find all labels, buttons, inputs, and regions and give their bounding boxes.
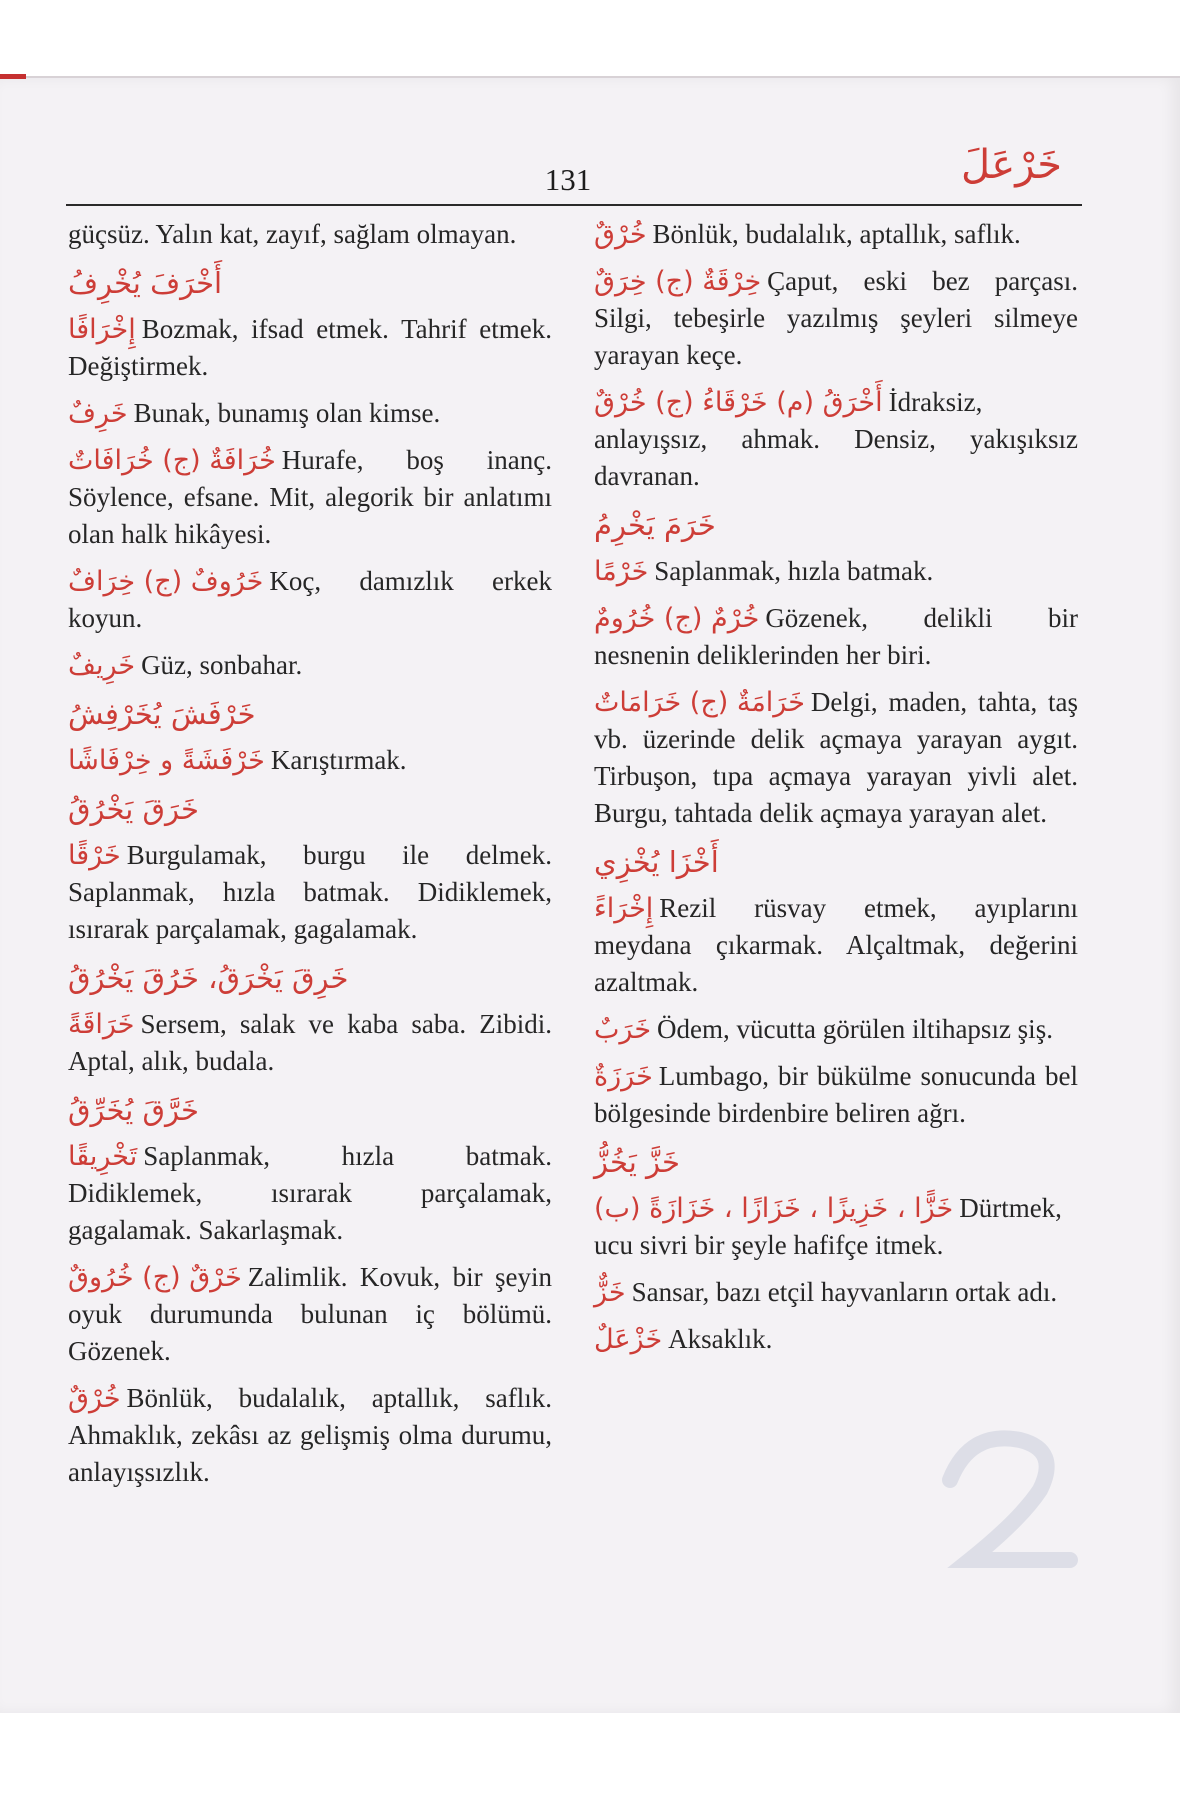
entry-definition-text: Saplanmak, hızla batmak.: [654, 556, 934, 586]
entry-definition-text: Bönlük, budalalık, aptallık, saflık.: [652, 219, 1021, 249]
entry-arabic-term: خَرَزَةٌ: [594, 1061, 653, 1092]
dictionary-entry: [68, 1259, 552, 1370]
entry-definition-text: Zalimlik. Kovuk, bir şeyin oyuk durumunda bulunan iç bölümü. Gözenek.: [68, 1262, 552, 1366]
entry-definition-text: Bönlük, budalalık, aptallık, saflık. Ahmaklık, zekâsı az gelişmiş olma durumu, anlayışsızlık.: [68, 1383, 552, 1487]
continued-definition: [68, 216, 552, 253]
headword-arabic: خَزَّ يَخُزُّ: [594, 1145, 680, 1179]
entry-definition-text: Dürtmek, ucu sivri bir şeyle hafifçe itmek.: [594, 1193, 1062, 1260]
entry-arabic-term: خَرْقٌ (ج) خُرُوقٌ: [68, 1262, 242, 1293]
headword-arabic: خَرِقَ يَخْرَقُ، خَرُقَ يَخْرُقُ: [68, 961, 349, 995]
dictionary-entry: [594, 1011, 1078, 1048]
watermark-logo-icon: [930, 1420, 1090, 1580]
left-column: [68, 216, 552, 1501]
dictionary-entry: [594, 553, 1078, 590]
entry-definition-text: Delgi, maden, tahta, taş vb. üzerinde delik açmaya yarayan aygıt. Tirbuşon, tıpa açmaya yarayan yivli alet. Burgu, tahtada delik açmaya yarayan alet.: [594, 687, 1078, 828]
entry-definition-text: Rezil rüsvay etmek, ayıplarını meydana çıkarmak. Alçaltmak, değerini azaltmak.: [594, 893, 1078, 997]
dictionary-entry: [594, 384, 1078, 495]
header-rule: [66, 204, 1082, 206]
headword-arabic: خَرْفَشَ يُخَرْفِشُ: [68, 697, 256, 731]
dictionary-entry: [594, 600, 1078, 674]
entry-arabic-term: أَخْرَقُ (م) خَرْقَاءُ (ج) خُرْقٌ: [594, 387, 883, 418]
running-header-word: خَرْعَلَ: [961, 142, 1062, 188]
entry-definition-text: Aksaklık.: [668, 1324, 773, 1354]
entry-arabic-term: خَزٌّ: [594, 1277, 626, 1308]
entry-arabic-term: خَزْعَلٌ: [594, 1324, 663, 1355]
headword-arabic: خَرَّقَ يُخَرِّقُ: [68, 1093, 199, 1127]
dictionary-entry: [68, 837, 552, 948]
red-corner-mark: [0, 74, 26, 79]
entry-arabic-term: خَرُوفٌ (ج) خِرَافٌ: [68, 566, 264, 597]
entry-arabic-term: خَرَامَةٌ (ج) خَرَامَاتٌ: [594, 687, 805, 718]
dictionary-entry: [594, 890, 1078, 1001]
entry-definition-text: güçsüz. Yalın kat, zayıf, sağlam olmayan.: [68, 219, 517, 249]
entry-definition-text: Saplanmak, hızla batmak. Didiklemek, ısırarak parçalamak, gagalamak. Sakarlaşmak.: [68, 1141, 552, 1245]
dictionary-entry: [68, 647, 552, 684]
page-number: 131: [544, 162, 592, 197]
dictionary-entry: [68, 1006, 552, 1080]
dictionary-entry: [68, 395, 552, 432]
entry-arabic-term: خَرْقًا: [68, 840, 121, 871]
entry-definition-text: Bunak, bunamış olan kimse.: [133, 398, 441, 428]
dictionary-entry: [594, 263, 1078, 374]
entry-definition-text: Çaput, eski bez parçası. Silgi, tebeşirle yazılmış şeyleri silmeye yarayan keçe.: [594, 266, 1078, 370]
dictionary-entry: [594, 1274, 1078, 1311]
entry-arabic-term: خَرْمًا: [594, 556, 649, 587]
entry-arabic-term: خِرْقَةٌ (ج) خِرَقٌ: [594, 266, 762, 297]
dictionary-entry: [68, 563, 552, 637]
dictionary-entry: [68, 1138, 552, 1249]
entry-definition-text: Gözenek, delikli bir nesnenin deliklerinden her biri.: [594, 603, 1078, 670]
right-column: [594, 216, 1078, 1368]
entry-definition-text: Karıştırmak.: [270, 745, 407, 775]
headword-arabic: خَرَمَ يَخْرِمُ: [594, 508, 716, 542]
entry-arabic-term: تَخْرِيقًا: [68, 1141, 138, 1172]
entry-arabic-term: خَزًّا ، خَزِيزًا ، خَزَازًا ، خَزَازَةً (ب): [594, 1193, 954, 1224]
entry-definition-text: Ödem, vücutta görülen iltihapsız şiş.: [657, 1014, 1053, 1044]
dictionary-entry: [594, 684, 1078, 832]
dictionary-entry: [594, 1190, 1078, 1264]
entry-definition-text: Güz, sonbahar.: [141, 650, 303, 680]
dictionary-entry: [68, 311, 552, 385]
dictionary-entry: [68, 742, 552, 779]
entry-definition-text: Koç, damızlık erkek koyun.: [68, 566, 552, 633]
entry-definition-text: Burgulamak, burgu ile delmek. Saplanmak, hızla batmak. Didiklemek, ısırarak parçalamak, gagalamak.: [68, 840, 552, 944]
dictionary-entry: [68, 442, 552, 553]
entry-arabic-term: خَرَبٌ: [594, 1014, 652, 1045]
dictionary-entry: [68, 1380, 552, 1491]
headword-arabic: أَخْزَا يُخْزِي: [594, 845, 719, 879]
headword-arabic: خَرَقَ يَخْرُقُ: [68, 792, 199, 826]
entry-arabic-term: إِخْرَاءً: [594, 893, 654, 924]
dictionary-entry: [594, 1321, 1078, 1358]
entry-arabic-term: خُرْقٌ: [594, 219, 647, 250]
entry-arabic-term: خُرْمٌ (ج) خُرُومٌ: [594, 603, 760, 634]
entry-arabic-term: خَرْفَشَةً و خِرْفَاشًا: [68, 745, 265, 776]
entry-arabic-term: خُرْقٌ: [68, 1383, 121, 1414]
dictionary-entry: [594, 216, 1078, 253]
dictionary-entry: [594, 1058, 1078, 1132]
headword-arabic: أَخْرَفَ يُخْرِفُ: [68, 266, 223, 300]
entry-definition-text: Sansar, bazı etçil hayvanların ortak adı.: [631, 1277, 1058, 1307]
entry-arabic-term: خُرَافَةٌ (ج) خُرَافَاتٌ: [68, 445, 276, 476]
entry-arabic-term: خَرِفٌ: [68, 398, 128, 429]
entry-arabic-term: خَرَاقَةً: [68, 1009, 135, 1040]
entry-arabic-term: خَرِيفٌ: [68, 650, 136, 681]
entry-definition-text: Sersem, salak ve kaba saba. Zibidi. Aptal, alık, budala.: [68, 1009, 552, 1076]
entry-definition-text: İdraksiz, anlayışsız, ahmak. Densiz, yakışıksız davranan.: [594, 387, 1078, 491]
entry-definition-text: Bozmak, ifsad etmek. Tahrif etmek. Değiştirmek.: [68, 314, 552, 381]
entry-arabic-term: إِخْرَافًا: [68, 314, 136, 345]
entry-definition-text: Hurafe, boş inanç. Söylence, efsane. Mit, alegorik bir anlatımı olan halk hikâyesi.: [68, 445, 552, 549]
entry-definition-text: Lumbago, bir bükülme sonucunda bel bölgesinde birdenbire beliren ağrı.: [594, 1061, 1078, 1128]
